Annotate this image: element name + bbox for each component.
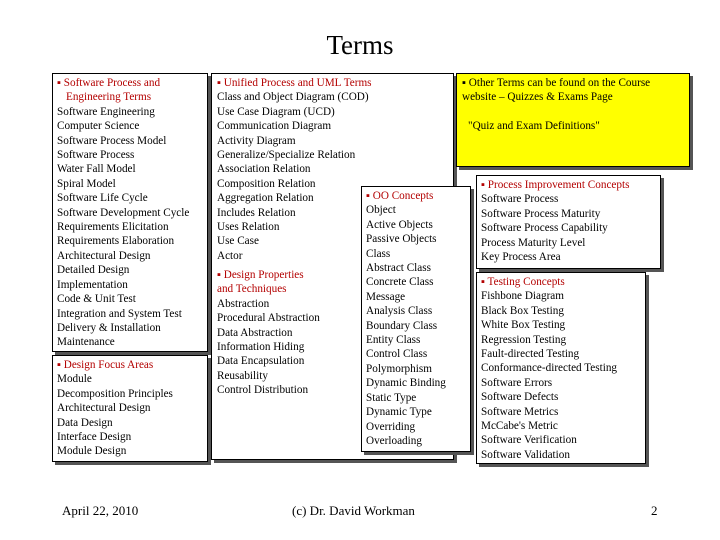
- oo-concepts-box: [361, 186, 471, 452]
- term-item: Data Abstraction: [217, 326, 293, 339]
- term-item: Implementation: [57, 278, 128, 291]
- term-item: Fault-directed Testing: [481, 348, 580, 361]
- term-item: Software Development Cycle: [57, 206, 190, 219]
- box-heading: ▪ Unified Process and UML Terms: [217, 77, 372, 89]
- term-item: Activity Diagram: [217, 134, 296, 147]
- box-heading: ▪ Process Improvement Concepts: [481, 179, 630, 191]
- other-terms-note: [456, 73, 690, 167]
- box-heading: ▪ Testing Concepts: [481, 276, 565, 288]
- term-item: Uses Relation: [217, 221, 280, 234]
- term-item: Class and Object Diagram (COD): [217, 91, 369, 104]
- term-item: Software Process Model: [57, 134, 167, 147]
- term-item: Requirements Elaboration: [57, 235, 175, 248]
- term-item: Actor: [217, 249, 243, 262]
- term-list: [366, 203, 466, 448]
- term-item: Software Verification: [481, 434, 577, 447]
- term-item: Process Maturity Level: [481, 236, 586, 249]
- term-item: Regression Testing: [481, 333, 567, 346]
- term-list: [481, 192, 656, 264]
- term-item: Aggregation Relation: [217, 192, 314, 205]
- box-heading: ▪ Design Focus Areas: [57, 359, 154, 371]
- term-item: Static Type: [366, 391, 417, 404]
- term-item: Decomposition Principles: [57, 387, 173, 400]
- term-list: [481, 289, 641, 462]
- term-item: Spiral Model: [57, 177, 116, 190]
- term-item: Software Process Capability: [481, 222, 608, 235]
- footer-author: (c) Dr. David Workman: [292, 503, 415, 518]
- term-item: Overloading: [366, 434, 422, 447]
- term-item: Module Design: [57, 445, 127, 458]
- term-list: [57, 105, 203, 350]
- software-engineering-terms-box: [52, 73, 208, 352]
- slide-title: Terms: [326, 30, 394, 60]
- term-item: Conformance-directed Testing: [481, 362, 618, 375]
- term-item: Active Objects: [366, 218, 433, 231]
- term-item: Abstract Class: [366, 262, 431, 275]
- box-heading: ▪ OO Concepts: [366, 190, 434, 202]
- term-item: Software Metrics: [481, 405, 559, 418]
- testing-concepts-box: [476, 272, 646, 464]
- term-item: Dynamic Type: [366, 406, 432, 419]
- term-item: Class: [366, 247, 391, 260]
- term-item: Procedural Abstraction: [217, 312, 320, 325]
- term-item: Software Engineering: [57, 105, 155, 118]
- term-item: Overriding: [366, 420, 416, 433]
- term-item: Requirements Elicitation: [57, 221, 169, 234]
- box-heading-continued: and Techniques: [217, 283, 287, 296]
- note-line: "Quiz and Exam Definitions": [468, 119, 600, 132]
- term-item: Interface Design: [57, 431, 132, 444]
- term-item: Software Life Cycle: [57, 192, 148, 205]
- footer-date: April 22, 2010: [62, 503, 139, 518]
- term-item: Passive Objects: [366, 233, 437, 246]
- box-heading-continued: Engineering Terms: [66, 91, 152, 104]
- box-heading: ▪ Design Properties: [217, 269, 304, 281]
- term-item: Code & Unit Test: [57, 293, 136, 306]
- term-item: Control Distribution: [217, 384, 309, 397]
- term-item: Data Design: [57, 416, 113, 429]
- term-item: Analysis Class: [366, 305, 433, 318]
- term-list: [217, 297, 320, 398]
- note-line: ▪ Other Terms can be found on the Course: [462, 77, 651, 89]
- term-item: Detailed Design: [57, 264, 130, 277]
- term-item: Software Process: [481, 193, 559, 206]
- term-list: [217, 90, 372, 263]
- term-item: Key Process Area: [481, 251, 561, 264]
- process-improvement-box: [476, 175, 661, 269]
- term-item: Boundary Class: [366, 319, 438, 332]
- term-item: Architectural Design: [57, 402, 151, 415]
- term-item: Dynamic Binding: [366, 377, 446, 390]
- term-item: Message: [366, 290, 406, 303]
- term-item: Control Class: [366, 348, 428, 361]
- box-heading: ▪ Software Process and: [57, 77, 161, 89]
- term-item: Generalize/Specialize Relation: [217, 149, 356, 162]
- term-item: Software Defects: [481, 391, 559, 404]
- term-item: Software Errors: [481, 376, 553, 389]
- term-item: Software Process: [57, 149, 135, 162]
- term-item: Entity Class: [366, 334, 421, 347]
- page-number: 2: [651, 503, 658, 518]
- term-item: Composition Relation: [217, 177, 316, 190]
- term-item: Maintenance: [57, 336, 115, 349]
- term-item: Reusability: [217, 369, 268, 382]
- term-item: Use Case Diagram (UCD): [217, 105, 335, 118]
- term-item: Use Case: [217, 235, 259, 248]
- note-line: website – Quizzes & Exams Page: [462, 91, 613, 104]
- term-item: Concrete Class: [366, 276, 434, 289]
- term-item: Abstraction: [217, 297, 270, 310]
- term-item: Software Validation: [481, 448, 570, 461]
- term-item: McCabe's Metric: [481, 420, 558, 433]
- term-item: Computer Science: [57, 120, 140, 133]
- term-item: Data Encapsulation: [217, 355, 305, 368]
- term-item: Black Box Testing: [481, 304, 564, 317]
- term-item: Object: [366, 204, 396, 217]
- term-item: Association Relation: [217, 163, 311, 176]
- term-item: Software Process Maturity: [481, 207, 601, 220]
- term-item: Includes Relation: [217, 206, 296, 219]
- term-item: Architectural Design: [57, 249, 151, 262]
- term-item: Delivery & Installation: [57, 321, 161, 334]
- term-item: Information Hiding: [217, 341, 305, 354]
- term-item: White Box Testing: [481, 319, 566, 332]
- term-item: Integration and System Test: [57, 307, 182, 320]
- term-list: [57, 372, 203, 458]
- term-item: Communication Diagram: [217, 120, 332, 133]
- design-focus-areas-box: [52, 355, 208, 462]
- term-item: Module: [57, 373, 92, 386]
- term-item: Fishbone Diagram: [481, 290, 564, 303]
- term-item: Polymorphism: [366, 362, 432, 375]
- term-item: Water Fall Model: [57, 163, 136, 176]
